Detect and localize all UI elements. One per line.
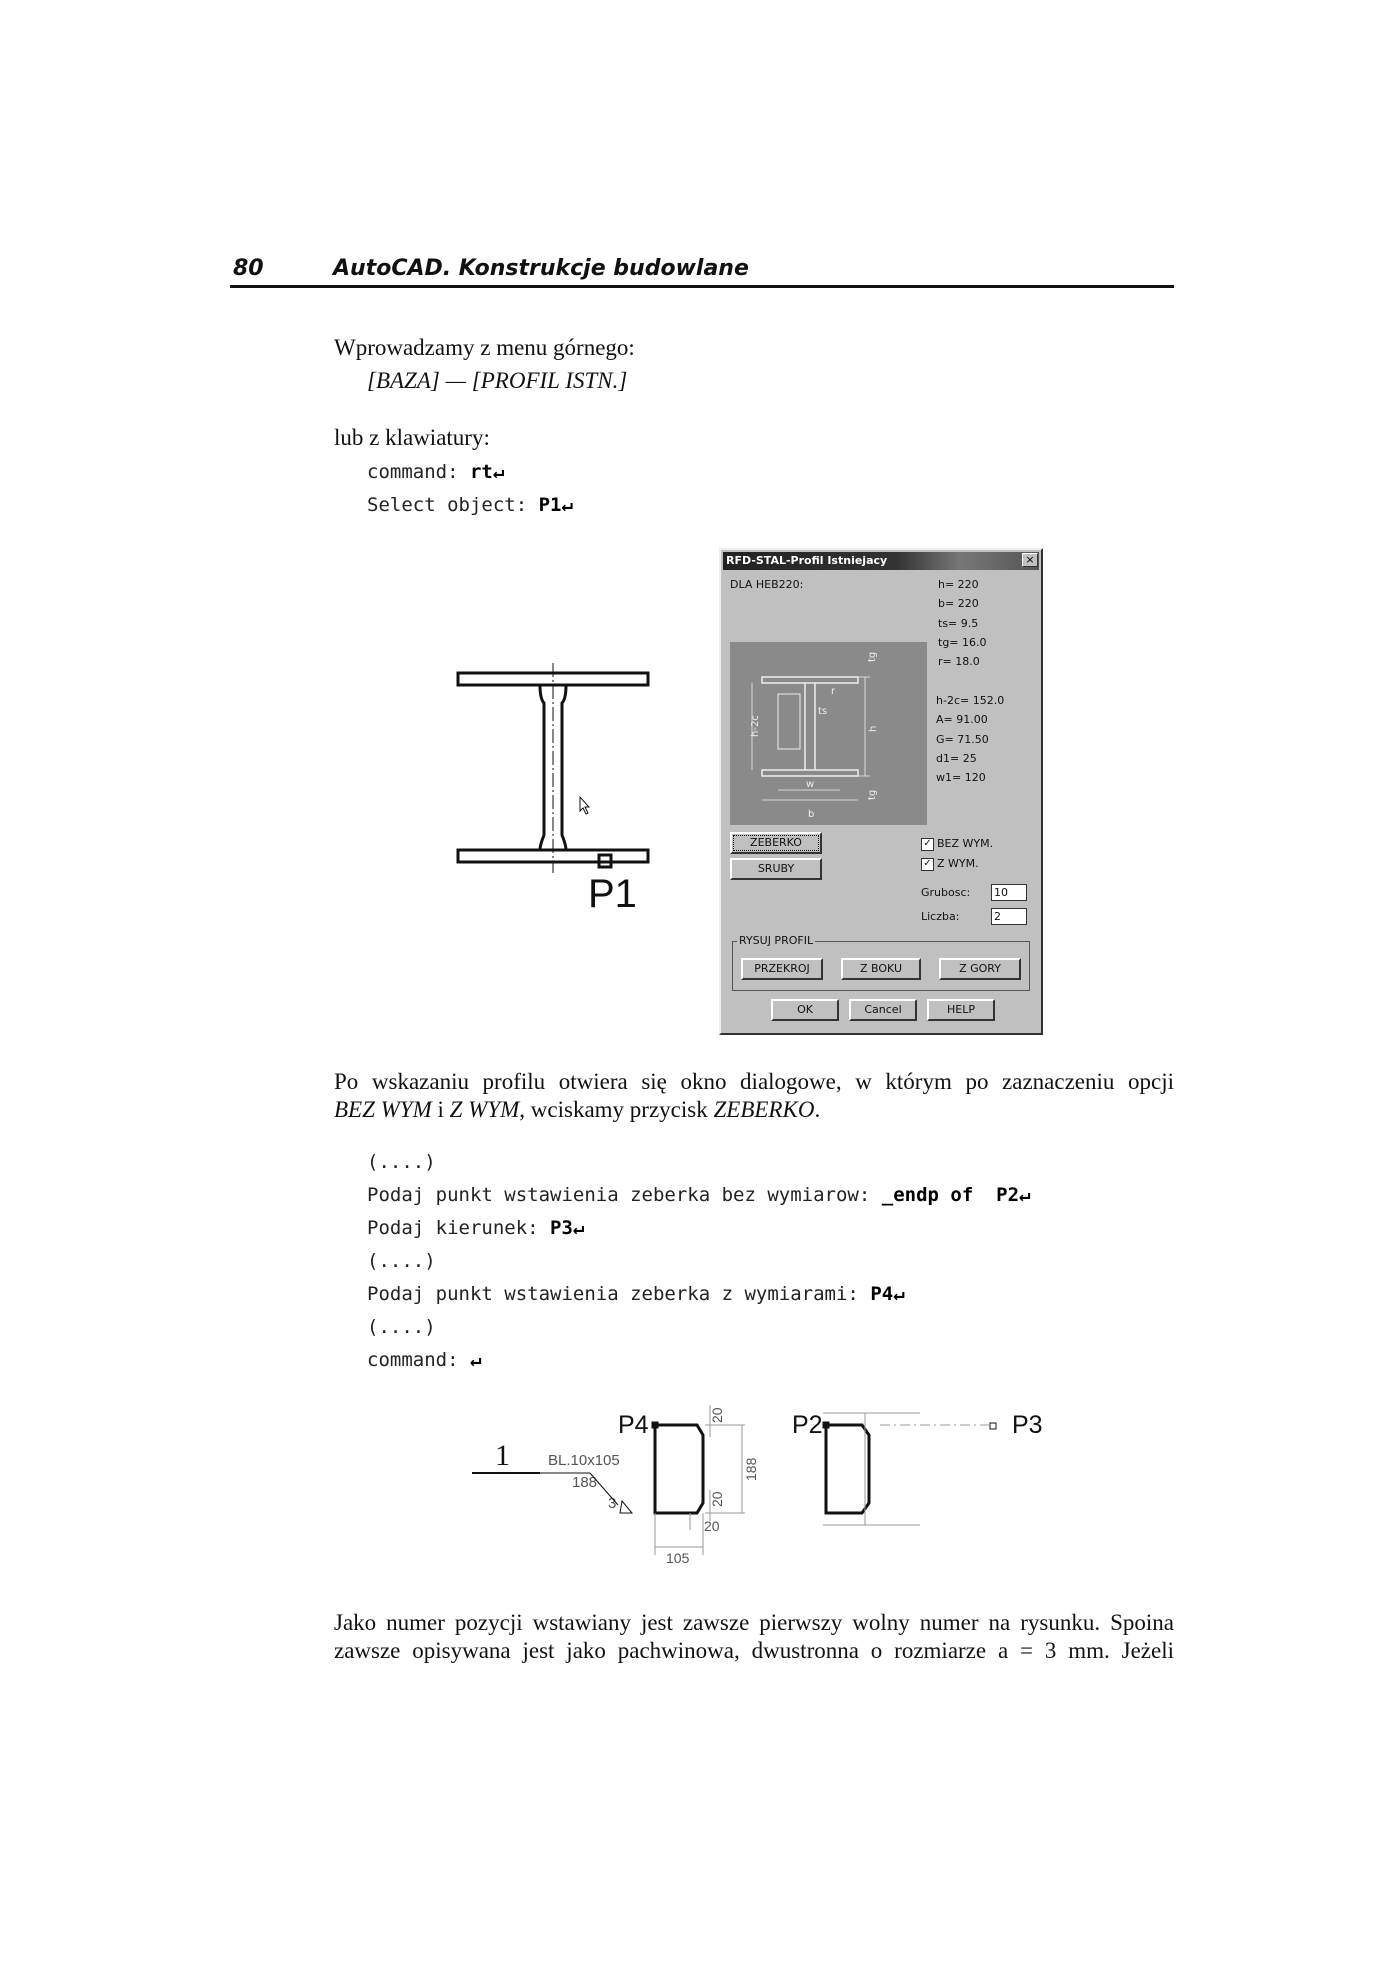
param-h: h= 220	[938, 578, 979, 591]
sruby-button[interactable]: SRUBY	[730, 858, 822, 880]
point-p2: P2	[792, 1411, 823, 1439]
param-w1: w1= 120	[936, 771, 986, 784]
z-boku-button[interactable]: Z BOKU	[841, 958, 921, 980]
cursor-arrow-icon	[580, 797, 589, 814]
command-line: command: rt↵	[367, 461, 505, 483]
dim-20-chamfer: 20	[704, 1518, 720, 1534]
liczba-input[interactable]: 2	[991, 908, 1027, 925]
point-p3: P3	[1012, 1411, 1043, 1439]
beam-section-figure	[440, 655, 670, 925]
preview-label-tg-bottom: tg	[867, 789, 878, 800]
group-label: RYSUJ PROFIL	[739, 934, 814, 947]
command-line: Podaj punkt wstawienia zeberka bez wymiarow: _endp of P2↵	[367, 1184, 1031, 1206]
p2-marker	[823, 1422, 829, 1428]
position-number: 1	[495, 1439, 510, 1472]
beam-web-right	[562, 685, 566, 850]
bez-wym-checkbox[interactable]: ✓	[921, 838, 934, 851]
help-button[interactable]: HELP	[927, 999, 995, 1021]
beam-web-left	[540, 685, 544, 850]
paragraph-2-line-2: zawsze opisywana jest jako pachwinowa, dwustronna o rozmiarze a = 3 mm. Jeżeli	[334, 1638, 1174, 1663]
preview-label-tg-top: tg	[867, 651, 878, 662]
command-line: (....)	[367, 1151, 436, 1173]
grubosc-input[interactable]: 10	[991, 884, 1027, 901]
paragraph-1-line-1: Po wskazaniu profilu otwiera się okno dialogowe, w którym po zaznaczeniu opcji	[334, 1069, 1174, 1094]
command-line: Select object: P1↵	[367, 494, 573, 516]
preview-label-w: w	[806, 779, 815, 790]
zeberko-button[interactable]: ZEBERKO	[730, 832, 822, 854]
preview-label-ts: ts	[818, 706, 828, 717]
preview-label-b: b	[808, 809, 815, 820]
close-icon[interactable]: ×	[1022, 553, 1038, 567]
param-d1: d1= 25	[936, 752, 977, 765]
param-r: r= 18.0	[938, 655, 980, 668]
param-tg: tg= 16.0	[938, 636, 987, 649]
param-b: b= 220	[938, 597, 979, 610]
bez-wym-label: BEZ WYM.	[937, 837, 994, 850]
beam-point-label: P1	[588, 872, 637, 916]
cancel-button[interactable]: Cancel	[849, 999, 917, 1021]
preview-label-r: r	[831, 686, 836, 697]
intro-line-2: lub z klawiatury:	[334, 425, 490, 450]
command-line: (....)	[367, 1316, 436, 1338]
intro-line-1: Wprowadzamy z menu górnego:	[334, 335, 635, 360]
dim-105: 105	[666, 1550, 690, 1566]
z-gory-button[interactable]: Z GORY	[939, 958, 1021, 980]
dim-20-top: 20	[709, 1407, 725, 1423]
z-wym-label: Z WYM.	[937, 857, 979, 870]
ok-button[interactable]: OK	[771, 999, 839, 1021]
rib-figure	[460, 1395, 1060, 1575]
menu-path: [BAZA] — [PROFIL ISTN.]	[367, 368, 628, 393]
rib-with-dims	[655, 1425, 703, 1513]
paragraph-1-line-2: BEZ WYM i Z WYM, wciskamy przycisk ZEBERKO.	[334, 1097, 821, 1122]
z-wym-checkbox[interactable]: ✓	[921, 858, 934, 871]
weld-label: 3	[608, 1495, 617, 1512]
profile-preview-drawing	[730, 642, 927, 825]
page-number: 80	[233, 256, 264, 281]
preview-label-h: h	[868, 725, 879, 732]
command-line: Podaj punkt wstawienia zeberka z wymiarami: P4↵	[367, 1283, 905, 1305]
point-p4: P4	[618, 1411, 649, 1439]
param-A: A= 91.00	[936, 713, 988, 726]
length-label: 188	[572, 1474, 598, 1491]
dim-188: 188	[743, 1457, 759, 1481]
preview-label-h2c: h-2c	[750, 715, 761, 737]
dim-20-bottom: 20	[709, 1491, 725, 1507]
p3-marker	[990, 1423, 996, 1429]
command-line: Podaj kierunek: P3↵	[367, 1217, 585, 1239]
command-line: command: ↵	[367, 1349, 482, 1371]
profile-label: DLA HEB220:	[730, 578, 804, 591]
liczba-label: Liczba:	[921, 910, 960, 923]
command-line: (....)	[367, 1250, 436, 1272]
grubosc-label: Grubosc:	[921, 886, 971, 899]
dialog-title-bar[interactable]	[723, 552, 1039, 570]
paragraph-2-line-1: Jako numer pozycji wstawiany jest zawsze pierwszy wolny numer na rysunku. Spoina	[334, 1610, 1174, 1635]
rib-without-dims	[826, 1425, 869, 1513]
param-h2c: h-2c= 152.0	[936, 694, 1005, 707]
dialog-title: RFD-STAL-Profil Istniejacy	[726, 554, 888, 567]
header-rule	[230, 285, 1174, 288]
p4-marker	[652, 1422, 658, 1428]
przekroj-button[interactable]: PRZEKROJ	[741, 958, 823, 980]
profile-preview	[730, 642, 927, 825]
rysuj-profil-group	[732, 934, 1030, 991]
param-ts: ts= 9.5	[938, 617, 979, 630]
profile-dialog	[719, 548, 1043, 1035]
plate-label: BL.10x105	[548, 1452, 620, 1469]
param-G: G= 71.50	[936, 733, 989, 746]
running-title: AutoCAD. Konstrukcje budowlane	[333, 256, 749, 281]
